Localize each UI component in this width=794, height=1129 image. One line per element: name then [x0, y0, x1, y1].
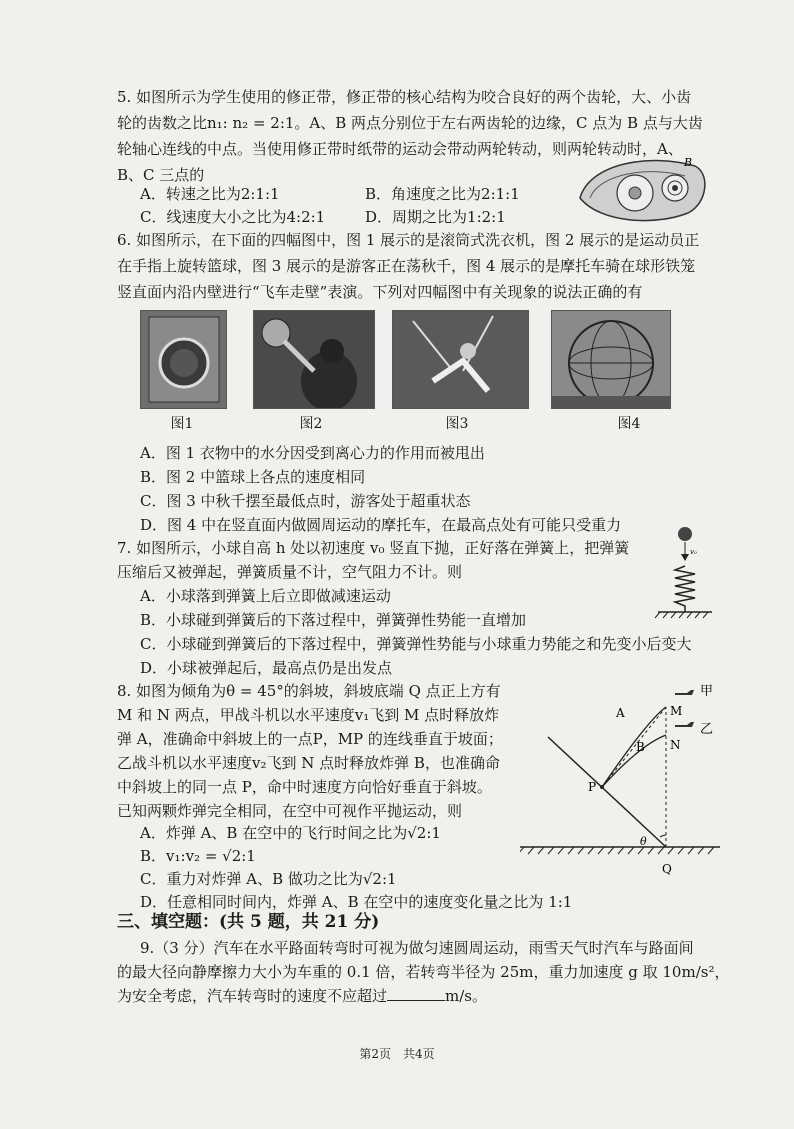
q7-line-1: 7. 如图所示，小球自高 h 处以初速度 v₀ 竖直下抛，正好落在弹簧上，把弹簧 — [117, 539, 630, 557]
q8-line-1: 8. 如图为倾角为θ = 45°的斜坡，斜坡底端 Q 点正上方有 — [117, 682, 501, 700]
q9-answer-blank[interactable] — [387, 986, 445, 1001]
q6-option-c: C．图 3 中秋千摆至最低点时，游客处于超重状态 — [140, 492, 471, 510]
q5-line-1: 5. 如图所示为学生使用的修正带，修正带的核心结构为咬合良好的两个齿轮，大、小齿 — [117, 88, 692, 106]
q8-line-6: 已知两颗炸弹完全相同，在空中可视作平抛运动，则 — [117, 802, 463, 820]
q7-option-c: C．小球碰到弹簧后的下落过程中，弹簧弹性势能与小球重力势能之和先变小后变大 — [140, 635, 692, 653]
figure-2-label: 图2 — [299, 416, 323, 432]
q6-option-b: B．图 2 中篮球上各点的速度相同 — [140, 468, 366, 486]
q9-line-3 — [117, 985, 487, 1007]
q5-fig-label-b: B — [684, 156, 693, 169]
figure-4-globe-of-death — [551, 310, 671, 409]
q8-option-c: C．重力对炸弹 A、B 做功之比为√2:1 — [140, 870, 397, 888]
q7-option-a: A．小球落到弹簧上后立即做减速运动 — [140, 587, 391, 605]
q9-line-2: 的最大径向静摩擦力大小为车重的 0.1 倍，若转弯半径为 25m，重力加速度 g 取 10m/s²， — [117, 963, 730, 981]
q6-option-a: A．图 1 衣物中的水分因受到离心力的作用而被甩出 — [140, 444, 485, 462]
q8-fig-label-b: B — [636, 740, 645, 754]
q9-line-3-prefix: 为安全考虑，汽车转弯时的速度不应超过 — [117, 987, 388, 1005]
figure-1-label: 图1 — [170, 416, 194, 432]
figure-2-basketball — [253, 310, 375, 409]
q8-fig-label-a: A — [616, 706, 625, 720]
q9-line-1: 9.（3 分）汽车在水平路面转弯时可视为做匀速圆周运动，雨雪天气时汽车与路面间 — [140, 939, 694, 957]
q8-line-4: 乙战斗机以水平速度v₂飞到 N 点时释放炸弹 B，也准确命 — [117, 754, 500, 772]
q5-option-c: C．线速度大小之比为4:2:1 — [140, 208, 326, 226]
q6-line-1: 6. 如图所示，在下面的四幅图中，图 1 展示的是滚筒式洗衣机，图 2 展示的是运动员正 — [117, 231, 700, 249]
correction-tape-figure — [570, 148, 710, 228]
q6-line-3: 竖直面内沿内壁进行“飞车走壁”表演。下列对四幅图中有关现象的说法正确的有 — [117, 283, 643, 301]
q9-line-3-suffix: m/s。 — [445, 987, 487, 1005]
figure-1-washing-machine — [140, 310, 227, 409]
q8-option-d: D．任意相同时间内，炸弹 A、B 在空中的速度变化量之比为 1:1 — [140, 893, 573, 911]
figure-3-label: 图3 — [445, 416, 469, 432]
q8-fig-label-n: N — [670, 738, 681, 752]
q8-fig-label-theta: θ — [640, 835, 647, 848]
q7-fig-label-v: v₀ — [690, 548, 697, 556]
q8-fig-label-q: Q — [662, 862, 672, 876]
spring-ball-figure — [650, 524, 720, 624]
q8-fig-label-m: M — [670, 704, 683, 718]
q7-option-d: D．小球被弹起后，最高点仍是出发点 — [140, 659, 393, 677]
q8-fig-label-yi: 乙 — [700, 722, 714, 737]
q7-line-2: 压缩后又被弹起，弹簧质量不计，空气阻力不计。则 — [117, 563, 463, 581]
q8-fig-label-p: P — [588, 780, 597, 794]
q7-option-b: B．小球碰到弹簧后的下落过程中，弹簧弹性势能一直增加 — [140, 611, 527, 629]
q8-fig-label-jia: 甲 — [700, 684, 714, 699]
figure-4-label: 图4 — [617, 416, 641, 432]
q6-option-d: D．图 4 中在竖直面内做圆周运动的摩托车，在最高点处有可能只受重力 — [140, 516, 622, 534]
q5-option-a: A．转速之比为2:1:1 — [140, 185, 280, 203]
q5-option-b: B．角速度之比为2:1:1 — [365, 185, 520, 203]
q8-line-5: 中斜坡上的同一点 P，命中时速度方向恰好垂直于斜坡。 — [117, 778, 492, 796]
q6-line-2: 在手指上旋转篮球，图 3 展示的是游客正在荡秋千，图 4 展示的是摩托车骑在球形铁笼 — [117, 257, 696, 275]
q8-option-a: A．炸弹 A、B 在空中的飞行时间之比为√2:1 — [140, 824, 441, 842]
slope-projectile-figure — [520, 675, 720, 880]
q5-option-d: D．周期之比为1:2:1 — [365, 208, 506, 226]
q5-line-2: 轮的齿数之比n₁: n₂ = 2:1。A、B 两点分别位于左右两齿轮的边缘，C 点为 B 点与大齿 — [117, 114, 703, 132]
q5-line-4: B、C 三点的 — [117, 166, 205, 184]
q5-line-3: 轮轴心连线的中点。当使用修正带时纸带的运动会带动两轮转动，则两轮转动时，A、 — [117, 140, 683, 158]
figure-3-swing — [392, 310, 529, 409]
q8-line-3: 弹 A，准确命中斜坡上的一点P，MP 的连线垂直于坡面； — [117, 730, 503, 748]
q8-line-2: M 和 N 两点，甲战斗机以水平速度v₁飞到 M 点时释放炸 — [117, 706, 500, 724]
section-3-title: 三、填空题：(共 5 题，共 21 分) — [117, 912, 380, 932]
page-footer: 第2页 共4页 — [359, 1047, 435, 1061]
q8-option-b: B．v₁:v₂ = √2:1 — [140, 847, 256, 865]
